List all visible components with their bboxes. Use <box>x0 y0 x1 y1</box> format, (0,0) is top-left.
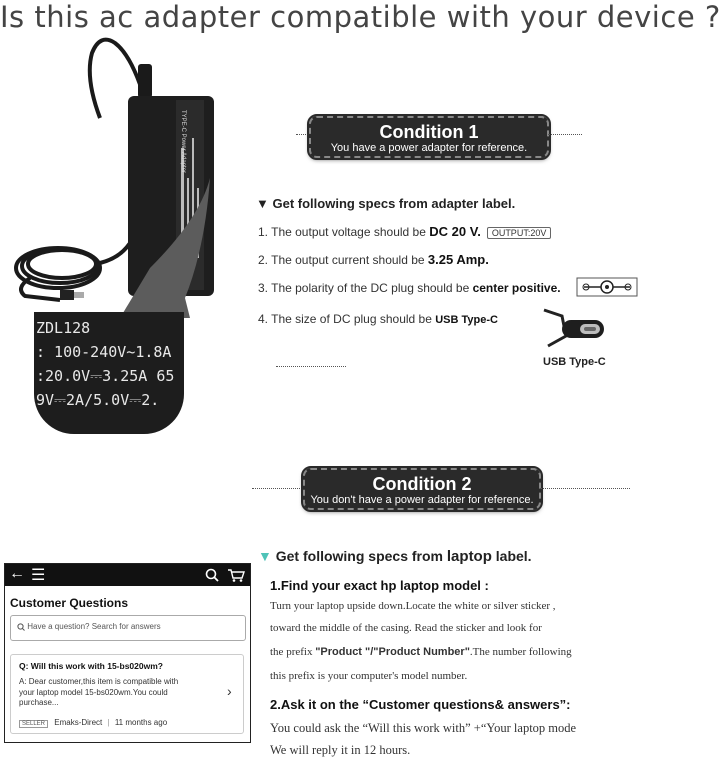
condition1-subtitle: You have a power adapter for reference. <box>330 142 528 154</box>
step1-line-2: toward the middle of the casing. Read the sticker and look for <box>270 622 542 634</box>
step2-line-2: We will reply it in 12 hours. <box>270 743 411 757</box>
step2-line-1: You could ask the “Will this work with” +“Your laptop mode <box>270 721 577 735</box>
usb-c-caption: USB Type-C <box>543 356 606 368</box>
answer-text: A: Dear customer,this item is compatible with your laptop model 15-bs020wm.You could purchase... <box>19 677 179 707</box>
divider-dots <box>276 366 346 367</box>
condition2-title: Condition 2 <box>372 474 472 494</box>
label-line-4: 9V⎓2A/5.0V⎓2. <box>36 391 160 409</box>
answer-time: 11 months ago <box>114 718 168 727</box>
chevron-right-icon[interactable]: › <box>227 683 232 699</box>
divider-dots <box>296 134 310 135</box>
adapter-illustration <box>0 38 260 348</box>
condition1-badge <box>309 116 549 158</box>
step2-title: 2.Ask it on the “Customer questions& answers”: <box>270 697 571 712</box>
label-line-2: : 100-240V~1.8A <box>36 343 172 361</box>
condition2-badge <box>303 468 541 510</box>
question-card[interactable] <box>10 654 244 734</box>
step1-line-1: Turn your laptop upside down.Locate the white or silver sticker , <box>270 600 556 612</box>
seller-name: Emaks-Direct <box>54 718 103 727</box>
step1-line-4: this prefix is your computer's model number. <box>270 670 468 682</box>
usb-c-plug-icon <box>542 306 614 352</box>
condition1-title: Condition 1 <box>379 122 479 142</box>
spec-voltage: 1. The output voltage should be DC 20 V. OUTPUT:20V <box>258 224 551 239</box>
label-line-3: :20.0V⎓3.25A 65 <box>36 367 175 385</box>
menu-icon[interactable]: ☰ <box>31 567 46 584</box>
spec-plug-size: 4. The size of DC plug should be USB Type-C <box>258 312 498 326</box>
section1-heading: ▼ Get following specs from adapter label. <box>256 196 516 211</box>
customer-questions-title: Customer Questions <box>10 596 129 610</box>
divider-dots <box>540 488 630 489</box>
seller-badge: SELLER <box>19 720 48 728</box>
back-arrow-icon[interactable]: ← <box>9 565 25 582</box>
phone-screenshot <box>4 563 251 743</box>
triangle-bullet-icon: ▼ <box>256 196 269 211</box>
divider-dots <box>252 488 302 489</box>
question-text: Q: Will this work with 15-bs020wm? <box>19 661 163 671</box>
page-title: Is this ac adapter compatible with your device ? <box>0 0 721 34</box>
divider-dots <box>548 134 582 135</box>
spec-current: 2. The output current should be 3.25 Amp. <box>258 252 489 267</box>
cart-icon[interactable] <box>227 568 245 582</box>
adapter-side-text: TYPE-C Power Adapter <box>180 110 186 174</box>
label-line-1: ZDL128 <box>36 319 91 337</box>
condition2-subtitle: You don't have a power adapter for reference. <box>310 494 534 506</box>
output-label-badge: OUTPUT:20V <box>487 227 552 239</box>
question-search-input[interactable]: Have a question? Search for answers <box>10 615 246 641</box>
polarity-icon <box>576 277 638 297</box>
adapter-label-zoom <box>34 312 184 434</box>
step1-title: 1.Find your exact hp laptop model : <box>270 578 489 593</box>
triangle-bullet-icon: ▼ <box>258 548 272 564</box>
search-icon[interactable] <box>205 568 219 582</box>
spec-polarity: 3. The polarity of the DC plug should be center positive. <box>258 281 561 295</box>
seller-row: SELLER Emaks-Direct | 11 months ago <box>19 718 167 727</box>
phone-top-bar <box>5 564 250 586</box>
section2-heading: ▼ Get following specs from laptop label. <box>258 548 532 565</box>
step1-line-3: the prefix "Product "/"Product Number".The number following <box>270 646 572 658</box>
search-icon <box>17 623 25 631</box>
